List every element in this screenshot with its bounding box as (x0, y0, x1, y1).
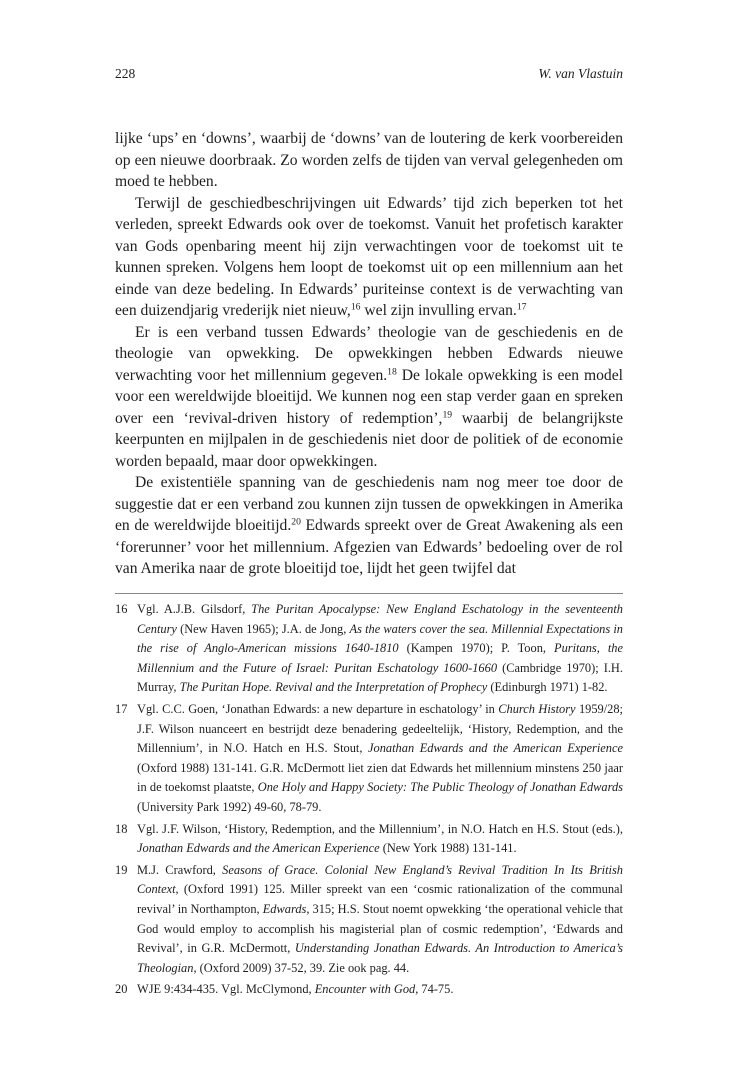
footnote-19 (115, 861, 623, 979)
paragraph: lijke ‘ups’ en ‘downs’, waarbij de ‘downs’ van de loutering de kerk voorbereiden op een nieuwe doorbraak. Zo worden zelfs de tijden van verval gelegenheden om moed te hebben. (115, 130, 623, 190)
footnote-18 (115, 820, 623, 859)
footnote-text: Vgl. J.F. Wilson, ‘History, Redemption, and the Millennium’, in N.O. Hatch en H.S. Stout (eds.), Jonathan Edwards and the American Experience (New York 1988) 131-141. (137, 821, 623, 856)
paragraph: Terwijl de geschiedbeschrijvingen uit Edwards’ tijd zich beperken tot het verleden, spreekt Edwards ook over de toekomst. Vanuit het profetisch karakter van Gods openbaring meent hij zijn verwachtingen voor de toekomst uit te kunnen spreken. Volgens hem loopt de toekomst uit op een millennium aan het einde van deze bedeling. In Edwards’ puriteinse context is de verwachting van een duizendjarig vrederijk niet nieuw,$^{16}$ wel zijn invulling ervan.$^{17}$ (115, 194, 623, 319)
footnote-ref[interactable]: 18 (387, 366, 397, 378)
page-number: 228 (115, 66, 136, 81)
footnote-text: WJE 9:434-435. Vgl. McClymond, Encounter with God, 74-75. (137, 982, 454, 997)
footnote-number: 17 (115, 701, 128, 716)
footnote-number: 19 (115, 862, 128, 877)
body-text (115, 128, 623, 580)
footnote-ref[interactable]: 20 (291, 516, 301, 528)
paragraph: Er is een verband tussen Edwards’ theologie van de geschiedenis en de theologie van opwekking. De opwekkingen hebben Edwards nieuwe verwachting voor het millennium gegeven.$^{18}$ De lokale opwekking is een model voor een wereldwijde bloeitijd. We kunnen nog een stap verder gaan en spreken over een ‘revival-driven history of redemption’,$^{19}$ waarbij de belangrijkste keerpunten en mijlpalen in de geschiedenis niet door de politiek of de economie worden bepaald, maar door opwekkingen. (115, 323, 623, 470)
page-header (115, 66, 623, 84)
footnote-ref[interactable]: 19 (442, 409, 453, 421)
footnote-ref[interactable]: 17 (516, 301, 527, 313)
footnotes (115, 600, 623, 1002)
footnote-ref[interactable]: 16 (350, 301, 361, 313)
footnote-text: M.J. Crawford, Seasons of Grace. Colonial New England’s Revival Tradition In Its British Context, (Oxford 1991) 125. Miller spreekt van een ‘cosmic rationalization of the communal revival’ in Northampton, Edwards, 315; H.S. Stout noemt opwekking ‘the operational vehicle that God would employ to accomplish his magisterial plan of cosmic redemption’, ‘Edwards and Revival’, in G.R. McDermott, Understanding Jonathan Edwards. An Introduction to America’s Theologian, (Oxford 2009) 37-52, 39. Zie ook pag. 44. (137, 862, 624, 975)
footnote-16 (115, 600, 623, 698)
footnote-text: Vgl. C.C. Goen, ‘Jonathan Edwards: a new departure in eschatology’ in Church History 1959/28; J.F. Wilson nuanceert en bestrijdt deze benadering gedeeltelijk, ‘History, Redemption, and the Millennium’, in N.O. Hatch en H.S. Stout, Jonathan Edwards and the American Experience (Oxford 1988) 131-141. G.R. McDermott liet zien dat Edwards het millennium minstens 250 jaar in de toekomst plaatste, One Holy and Happy Society: The Public Theology of Jonathan Edwards (University Park 1992) 49-60, 78-79. (137, 701, 623, 814)
footnote-number: 18 (115, 821, 128, 836)
footnote-17 (115, 700, 623, 818)
footnote-number: 20 (115, 982, 128, 997)
footnote-text: Vgl. A.J.B. Gilsdorf, The Puritan Apocalypse: New England Eschatology in the seventeenth Century (New Haven 1965); J.A. de Jong, As the waters cover the sea. Millennial Expectations in the rise of Anglo-American missions 1640-1810 (Kampen 1970); P. Toon, Puritans, the Millennium and the Future of Israel: Puritan Eschatology 1600-1660 (Cambridge 1970); I.H. Murray, The Puritan Hope. Revival and the Interpretation of Prophecy (Edinburgh 1971) 1-82. (137, 602, 623, 695)
footnote-number: 16 (115, 602, 128, 616)
paragraph: De existentiële spanning van de geschiedenis nam nog meer toe door de suggestie dat er een verband zou kunnen zijn tussen de opwekkingen in Amerika en de wereldwijde bloeitijd.$^{20}$ Edwards spreekt over de Great Awakening als een ‘forerunner’ voor het millennium. Afgezien van Edwards’ bedoeling over de rol van Amerika naar de grote bloeitijd toe, lijdt het geen twijfel dat (115, 474, 624, 577)
running-head: W. van Vlastuin (538, 66, 623, 81)
footnote-divider (115, 593, 623, 594)
footnote-20 (115, 980, 623, 1000)
